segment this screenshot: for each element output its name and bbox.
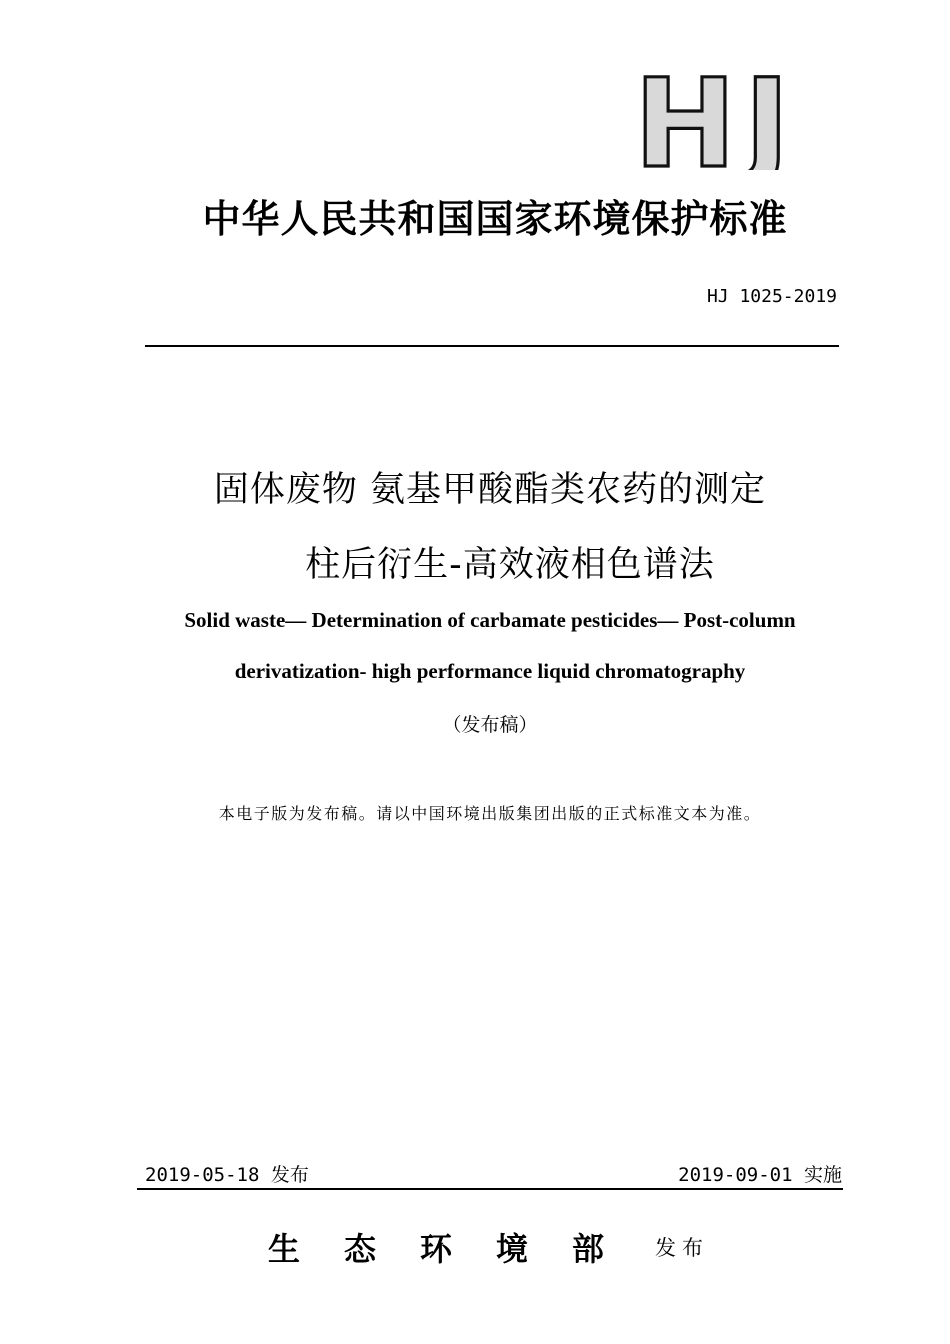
- footer-divider: [137, 1188, 843, 1190]
- english-title-line-1: Solid waste— Determination of carbamate pesticides— Post-column: [184, 608, 796, 632]
- header-divider: [145, 345, 839, 347]
- chinese-title-line-1: 固体废物 氨基甲酸酯类农药的测定: [213, 470, 767, 510]
- hj-logo-graphic: [632, 74, 822, 170]
- standard-number: HJ 1025-2019: [706, 286, 837, 307]
- hj-logo-text: HJ: [634, 74, 798, 170]
- issue-date: 2019-05-18 发布: [145, 1164, 309, 1186]
- implementation-date: 2019-09-01 实施: [678, 1164, 842, 1186]
- chinese-title-line-2: 柱后衍生-高效液相色谱法: [305, 545, 715, 585]
- hj-logo: [632, 74, 822, 170]
- publisher-name: 生态环境部: [268, 1230, 649, 1268]
- draft-label: （发布稿）: [442, 714, 538, 736]
- agency-title: 中华人民共和国国家环境保护标准: [202, 196, 788, 241]
- english-title-line-2: derivatization- high performance liquid chromatography: [234, 659, 746, 683]
- edition-note: 本电子版为发布稿。请以中国环境出版集团出版的正式标准文本为准。: [218, 804, 762, 823]
- publisher-suffix: 发布: [655, 1236, 709, 1260]
